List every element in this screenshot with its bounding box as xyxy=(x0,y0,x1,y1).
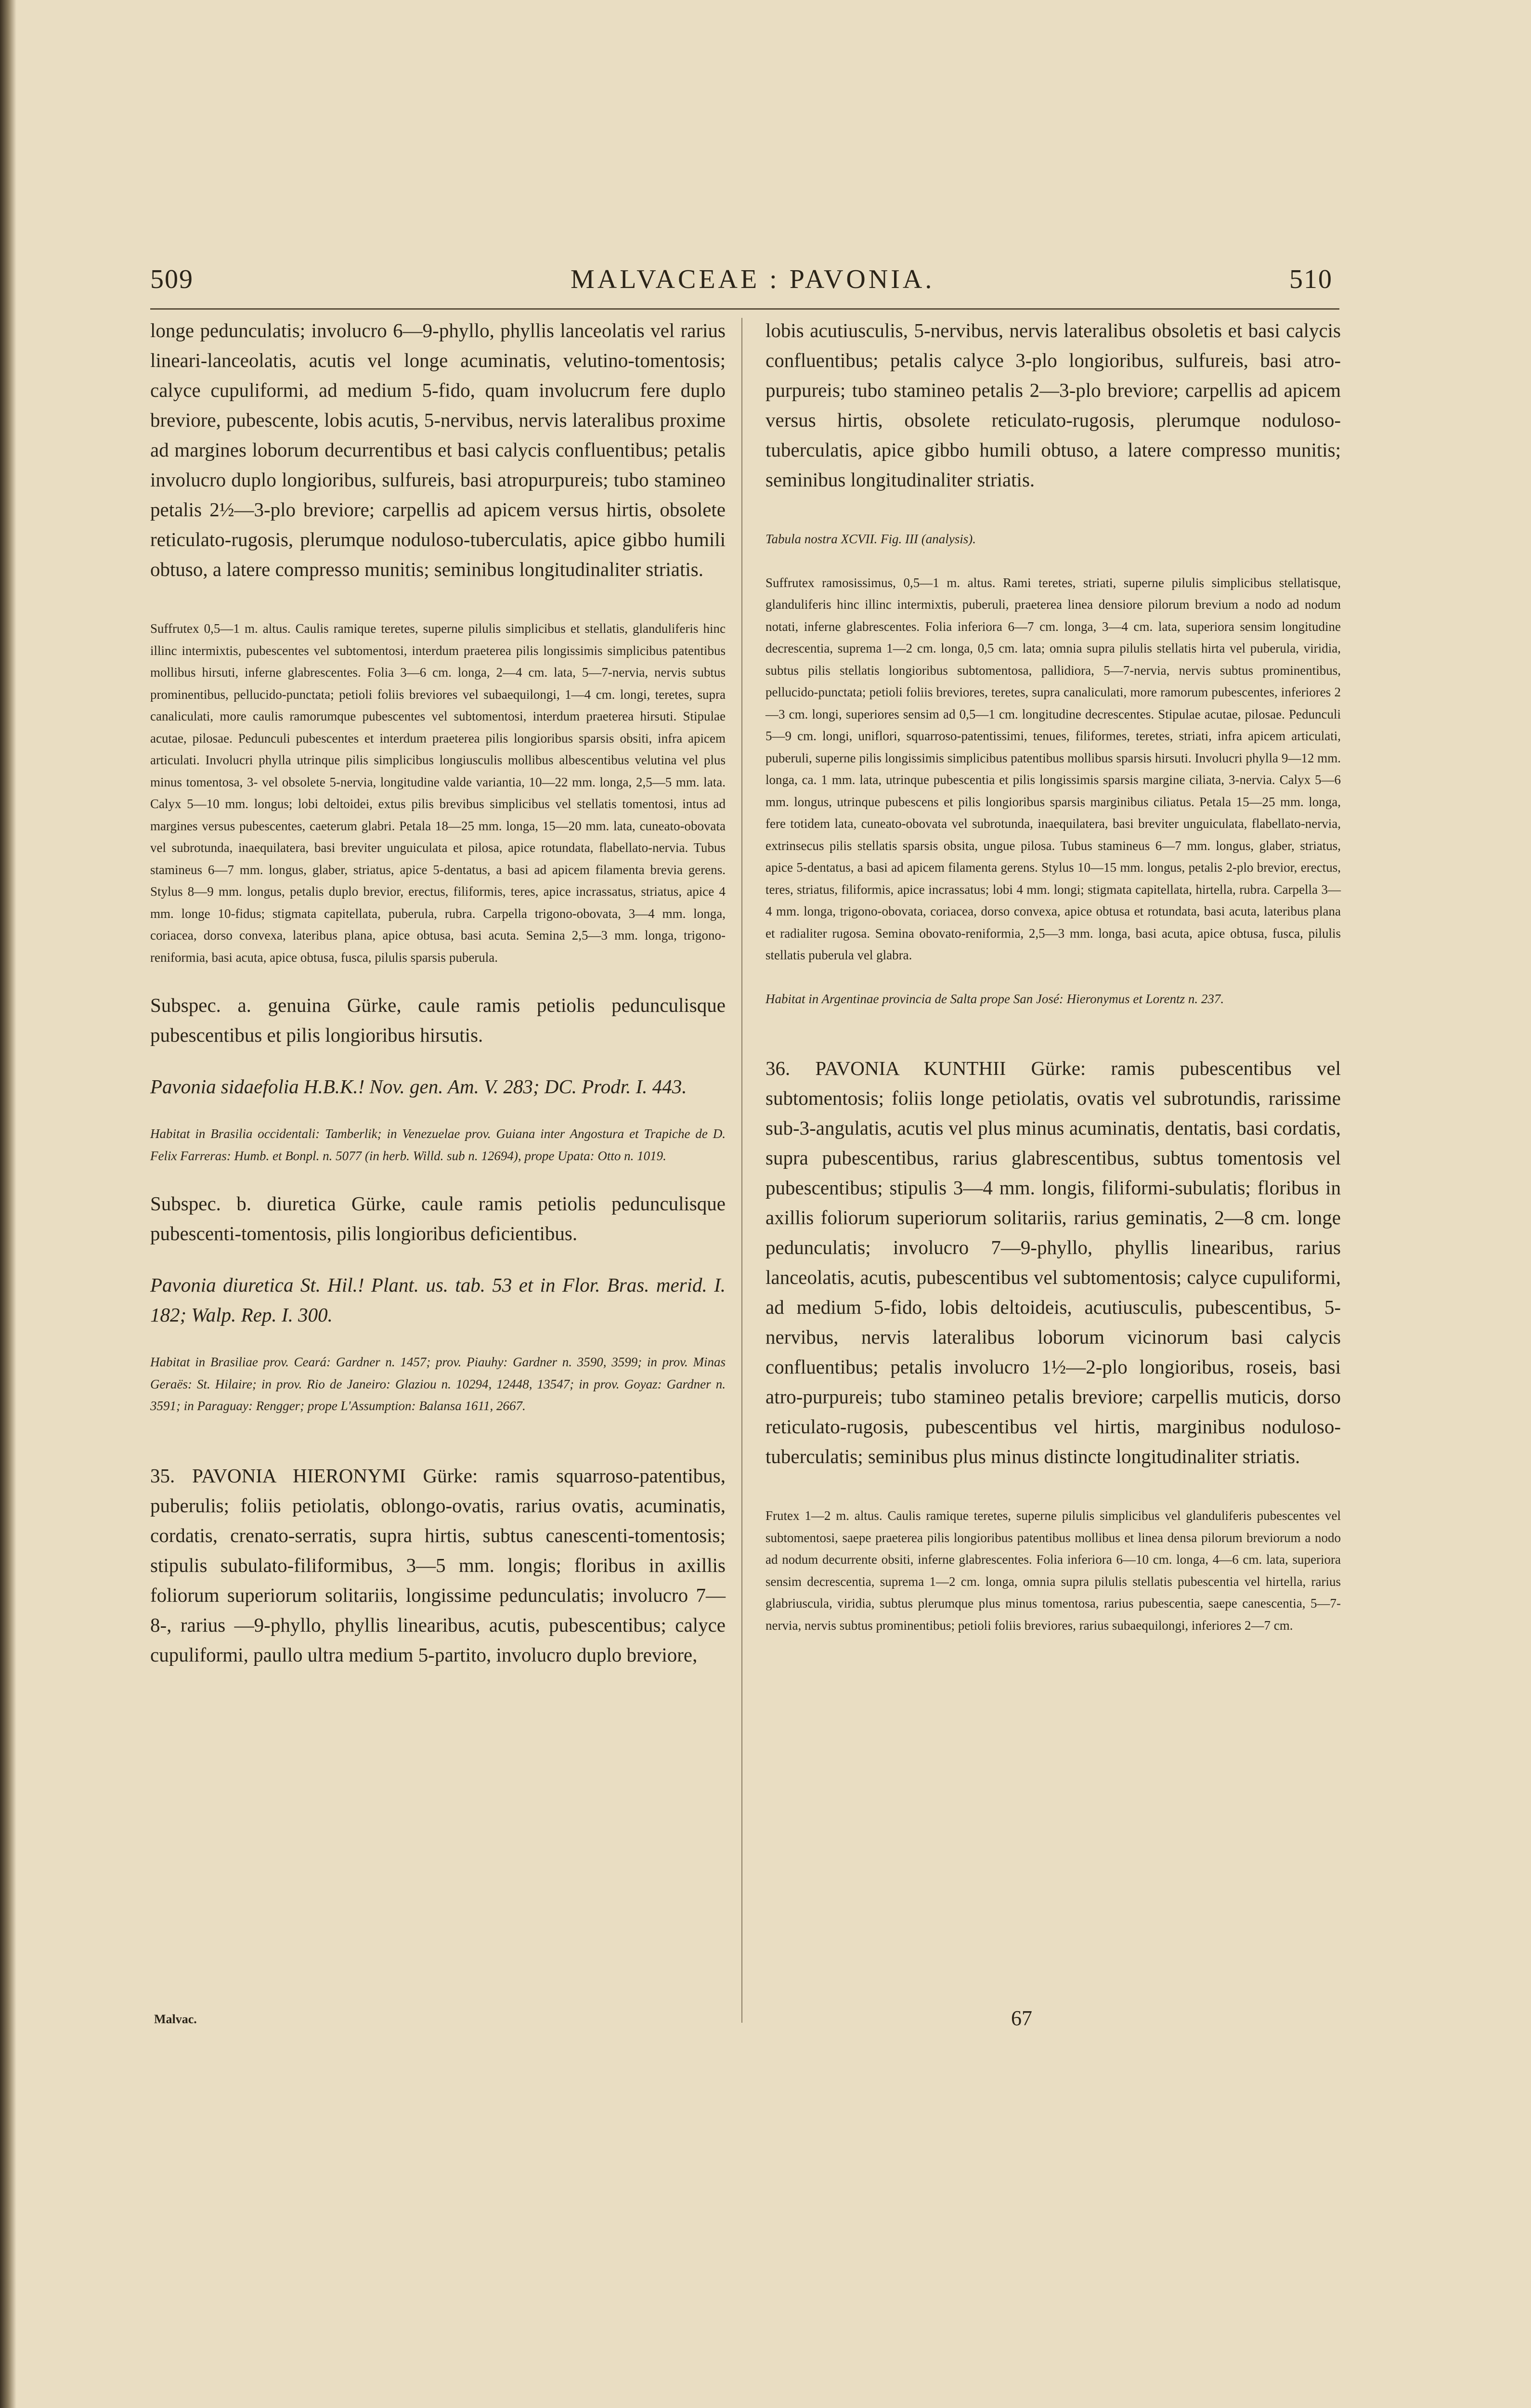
right-column xyxy=(766,315,1341,1636)
plate-reference: Tabula nostra XCVII. Fig. III (analysis). xyxy=(766,532,976,546)
species-36-description: Frutex 1—2 m. altus. Caulis ramique teretes, superne pilulis simplicibus vel glanduliferis pubescentes vel subtomentosi, saepe praeterea pilis longioribus patentibus mollibus et linea densa pilorum breviorum a nodo ad nodum decurrente obsiti, inferne glabrescentes. Folia inferiora 6—10 cm. longa, 4—6 cm. lata, superiora sensim decrescentia, suprema 1—2 cm. longa, omnia supra pilulis stellatis pubescentia vel hirtella, rarius glabriuscula, viridia, subtus plerumque plus minus tomentosa, rarius pubescentia, saepe canescentia, 5—7-nervia, nervis subtus prominentibus; petioli foliis breviores, rarius subaequilongi, inferiores 2—7 cm. xyxy=(766,1508,1341,1633)
sheet-number: 67 xyxy=(1011,2006,1032,2030)
description-paragraph: Suffrutex 0,5—1 m. altus. Caulis ramique teretes, superne pilulis simplicibus et stellatis, glanduliferis hinc illinc intermixtis, pubescentes vel subtomentosi, interdum praeterea pilis longissimis simplicibus patentibus mollibus hirsuti, inferne glabrescentes. Folia 3—6 cm. longa, 2—4 cm. lata, 5—7-nervia, nervis subtus prominentibus, pellucido-punctata; petioli foliis breviores vel subaequilongi, 1—4 cm. longi, teretes, supra canaliculati, more caulis ramorumque pubescentes vel subtomentosi, interdum praeterea hirsuti. Stipulae acutae, pilosae. Pedunculi pubescentes et interdum praeterea pilis longioribus sparsis obsiti, infra apicem articulati. Involucri phylla utrinque pilis simplicibus longiusculis mollibus albescentibus velutina vel plus minus tomentosa, 3- vel obsolete 5-nervia, longitudine valde variantia, 10—22 mm. longa, 2,5—5 mm. lata. Calyx 5—10 mm. longus; lobi deltoidei, extus pilis brevibus simplicibus vel stellatis tomentosi, intus ad margines versus pubescentes, caeterum glabri. Petala 18—25 mm. longa, 15—20 mm. lata, cuneato-obovata vel subrotunda, inaequilatera, basi breviter unguiculata et pilosa, apice rotundata, flabellato-nervia. Tubus stamineus 6—7 mm. longus, glaber, striatus, apice 5-dentatus, a basi ad apicem filamenta brevia gerens. Stylus 8—9 mm. longus, petalis duplo brevior, erectus, filiformis, teres, apice incrassatus, striatus, apice 4 mm. longe 10-fidus; stigmata capitellata, puberula, rubra. Carpella trigono-obovata, 3—4 mm. longa, coriacea, dorso convexa, lateribus plana, apice obtusa, basi acuta. Semina 2,5—3 mm. longa, trigono-reniformia, basi acuta, apice obtusa, fusca, pilulis sparsis puberula. xyxy=(150,621,726,965)
subspecies-b: Subspec. b. diuretica Gürke, caule ramis petiolis pedunculisque pubescenti-tomentosis, pilis longioribus deficientibus. xyxy=(150,1192,726,1244)
running-title: MALVACEAE : PAVONIA. xyxy=(571,264,935,294)
page-number-right: 510 xyxy=(1289,264,1333,294)
subspecies-a: Subspec. a. genuina Gürke, caule ramis petiolis pedunculisque pubescentibus et pilis longioribus hirsutis. xyxy=(150,994,726,1046)
header-rule xyxy=(150,308,1339,310)
page-number-left: 509 xyxy=(150,264,194,294)
species-36-diagnosis: 36. PAVONIA KUNTHII Gürke: ramis pubescentibus vel subtomentosis; foliis longe petiolatis, ovatis vel subrotundis, rarissime sub-3-angulatis, acutis vel plus minus acuminatis, dentatis, basi cordatis, supra pubescentibus, rarius glabrescentibus, subtus tomentosis vel pubescentibus; stipulis 3—4 mm. longis, filiformi-subulatis; floribus in axillis foliorum superiorum solitariis, rarius geminatis, 2—8 cm. longe pedunculatis; involucro 7—9-phyllo, phyllis linearibus, rarius lanceolatis, acutis, pubescentibus vel subtomentosis; calyce cupuliformi, ad medium 5-fido, lobis deltoideis, acutiusculis, pubescentibus, 5-nervibus, nervis lateralibus loborum vicinorum basi calycis confluentibus; petalis involucro 1½—2-plo longioribus, roseis, basi atro-purpureis; tubo stamineo petalis breviore; carpellis muticis, dorso reticulato-rugosis, pubescentibus vel hirtis, marginibus noduloso-tuberculatis; seminibus plus minus distincte longitudinaliter striatis. xyxy=(766,1057,1341,1467)
species-35-habitat: Habitat in Argentinae provincia de Salta prope San José: Hieronymus et Lorentz n. 237. xyxy=(766,991,1224,1006)
signature-mark: Malvac. xyxy=(154,2012,197,2026)
column-divider xyxy=(741,318,742,2023)
habitat-a: Habitat in Brasilia occidentali: Tamberlik; in Venezuelae prov. Guiana inter Angostura et Trapiche de D. Felix Farreras: Humb. et Bonpl. n. 5077 (in herb. Willd. sub n. 12694), prope Upata: Otto n. 1019. xyxy=(150,1126,726,1163)
synonym-b: Pavonia diuretica St. Hil.! Plant. us. tab. 53 et in Flor. Bras. merid. I. 182; Walp. Rep. I. 300. xyxy=(150,1274,726,1326)
synonym-a: Pavonia sidaefolia H.B.K.! Nov. gen. Am. V. 283; DC. Prodr. I. 443. xyxy=(150,1075,687,1098)
species-35-description: Suffrutex ramosissimus, 0,5—1 m. altus. Rami teretes, striati, superne pilulis simplicibus stellatisque, glanduliferis hinc illinc intermixtis, puberuli, praeterea linea densiore pilorum brevium a nodo ad nodum notati, inferne glabrescentes. Folia inferiora 6—7 cm. longa, 3—4 cm. lata, superiora sensim longitudine decrescentia, suprema 1—2 cm. longa, 0,5 cm. lata; omnia supra pilulis stellatis hirta vel puberula, viridia, subtus pilis stellatis longioribus subtomentosa, pallidiora, 5—7-nervia, nervis subtus prominentibus, pellucido-punctata; petioli foliis breviores, teretes, supra canaliculati, more ramorum pubescentes, inferiores 2—3 cm. longi, superiores sensim ad 0,5—1 cm. longitudine decrescentes. Stipulae acutae, pilosae. Pedunculi 5—9 cm. longi, uniflori, squarroso-patentissimi, tenues, filiformes, teretes, striati, infra apicem articulati, puberuli, superne pilis longissimis simplicibus patentibus mollibus sparsis hirsuti. Involucri phylla 9—12 mm. longa, ca. 1 mm. lata, utrinque pubescentia et pilis longissimis sparsis margine ciliata, 3-nervia. Calyx 5—6 mm. longus, utrinque pubescens et pilis longioribus sparsis marginibus ciliatus. Petala 15—25 mm. longa, fere totidem lata, cuneato-obovata vel subrotunda, inaequilatera, basi breviter unguiculata, flabellato-nervia, extrinsecus pilis stellatis sparsis obsita, ungue pilosa. Tubus stamineus 6—7 mm. longus, glaber, striatus, apice 5-dentatus, a basi ad apicem filamenta gerens. Stylus 10—15 mm. longus, petalis 2-plo brevior, erectus, teres, striatus, filiformis, apice incrassatus; lobi 4 mm. longi; stigmata capitellata, hirtella, rubra. Carpella 3—4 mm. longa, trigono-obovata, coriacea, dorso convexa, apice obtusa et rotundata, basi acuta, lateribus plana et radialiter rugosa. Semina obovato-reniformia, 2,5—3 mm. longa, basi acuta, apice obtusa, fusca, pilulis stellatis puberula vel glabra. xyxy=(766,575,1341,962)
species-35-diagnosis: 35. PAVONIA HIERONYMI Gürke: ramis squarroso-patentibus, puberulis; foliis petiolatis, oblongo-ovatis, rarius ovatis, acuminatis, cordatis, crenato-serratis, supra hirtis, subtus canescenti-tomentosis; stipulis subulato-filiformibus, 3—5 mm. longis; floribus in axillis foliorum superiorum solitariis, longissime pedunculatis; involucro 7—8-, rarius —9-phyllo, phyllis linearibus, acutis, pubescentibus; calyce cupuliformi, paullo ultra medium 5-partito, involucro duplo breviore, xyxy=(150,1464,726,1666)
habitat-b: Habitat in Brasiliae prov. Ceará: Gardner n. 1457; prov. Piauhy: Gardner n. 3590, 3599; in prov. Minas Geraës: St. Hilaire; in prov. Rio de Janeiro: Glaziou n. 10294, 12448, 13547; in prov. Goyaz: Gardner n. 3591; in Paraguay: Rengger; prope L'Assumption: Balansa 1611, 2667. xyxy=(150,1355,726,1413)
species-35-diagnosis-continued: lobis acutiusculis, 5-nervibus, nervis lateralibus obsoletis et basi calycis confluentibus; petalis calyce 3-plo longioribus, sulfureis, basi atro-purpureis; tubo stamineo petalis 2—3-plo breviore; carpellis ad apicem versus hirtis, obsolete reticulato-rugosis, plerumque noduloso-tuberculatis, apice gibbo humili obtuso, a latere compresso munitis; seminibus longitudinaliter striatis. xyxy=(766,319,1341,491)
book-binding-edge xyxy=(0,0,16,2408)
left-column xyxy=(150,315,726,1670)
diagnosis-continued: longe pedunculatis; involucro 6—9-phyllo, phyllis lanceolatis vel rarius lineari-lanceolatis, acutis vel longe acuminatis, velutino-tomentosis; calyce cupuliformi, ad medium 5-fido, quam involucrum fere duplo breviore, pubescente, lobis acutis, 5-nervibus, nervis lateralibus proxime ad margines loborum decurrentibus et basi calycis confluentibus; petalis involucro duplo longioribus, sulfureis, basi atropurpureis; tubo stamineo petalis 2½—3-plo breviore; carpellis ad apicem versus hirtis, obsolete reticulato-rugosis, plerumque noduloso-tuberculatis, apice gibbo humili obtuso, a latere compresso munitis; seminibus longitudinaliter striatis. xyxy=(150,319,726,580)
